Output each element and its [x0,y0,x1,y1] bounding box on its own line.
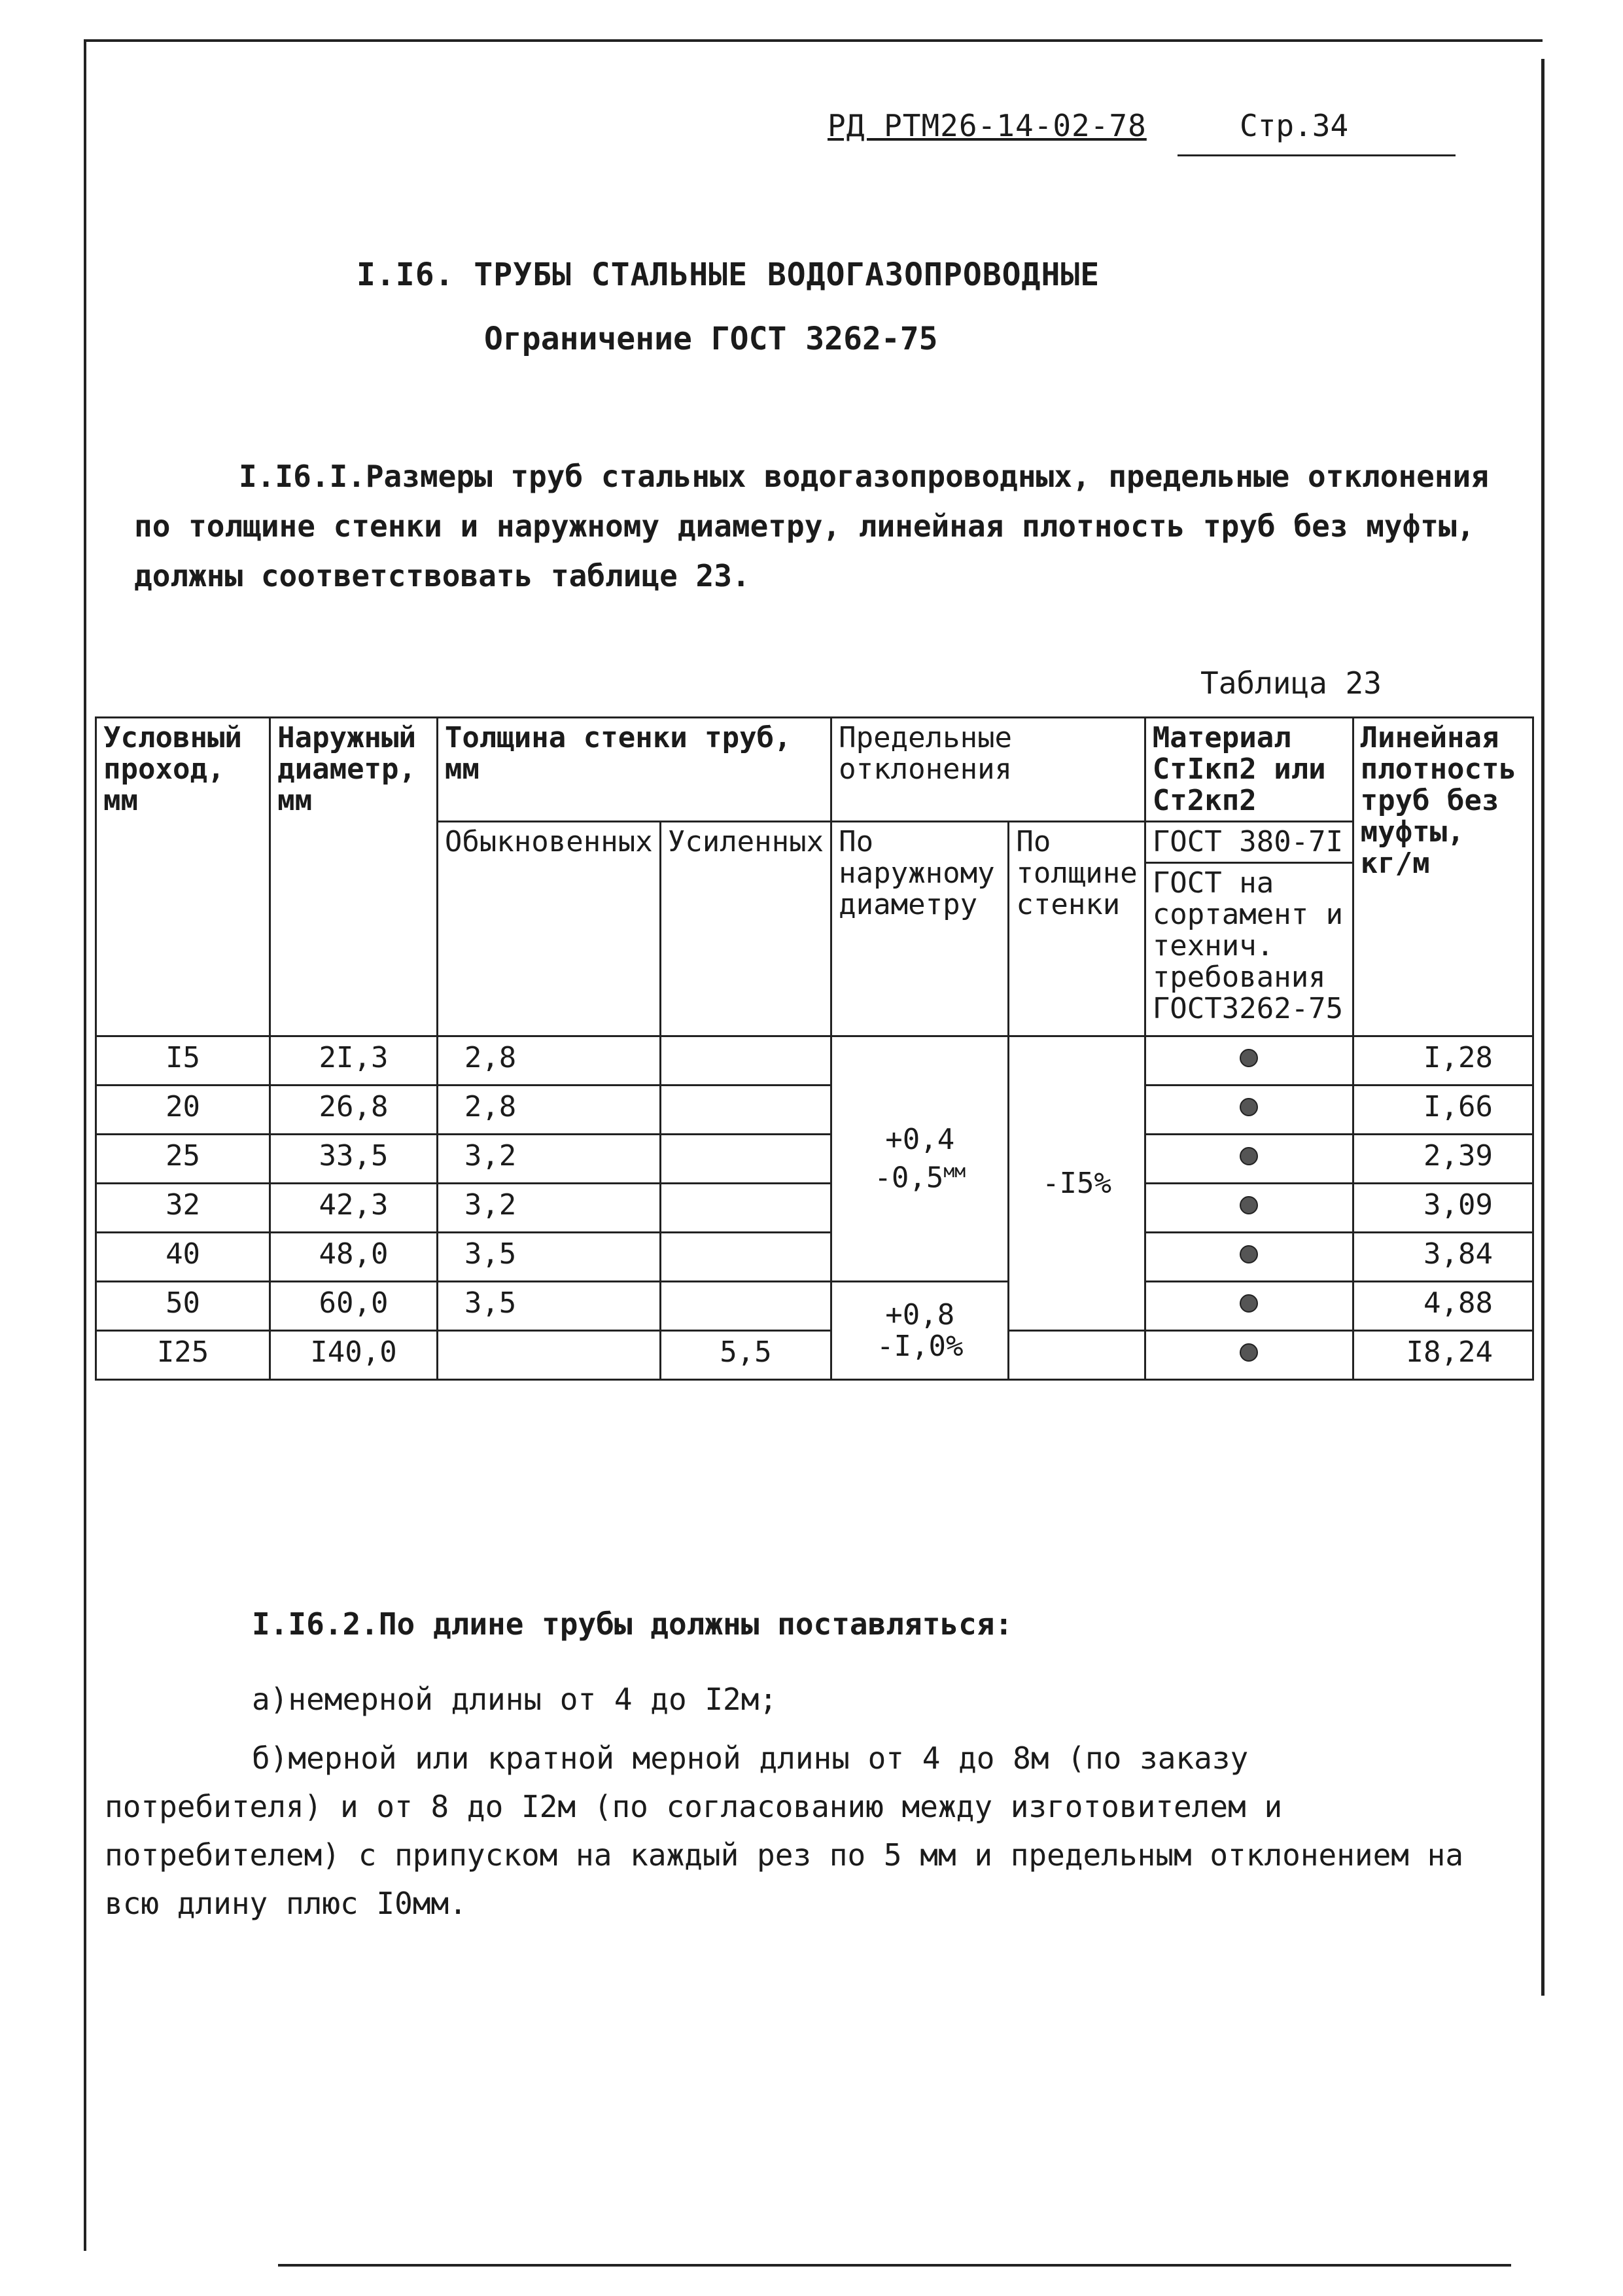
table-row [96,1184,1533,1233]
table-row [96,1282,1533,1331]
header-material: Материал СтIкп2 или Ст2кп2 [1145,718,1353,822]
tol-outer2-plus: +0,8 [885,1298,955,1332]
cell-outer: 48,0 [270,1233,438,1282]
header-nominal-bore: Условный проход, мм [96,718,270,1036]
cell-outer: 2I,3 [270,1036,438,1086]
table-caption: Таблица 23 [1200,665,1382,701]
cell-density: I,28 [1353,1036,1533,1086]
material-mark-dot [1240,1343,1258,1362]
cell-wall-reinforced [660,1086,831,1135]
cell-wall-normal: 2,8 [437,1086,660,1135]
cell-wall-reinforced [660,1233,831,1282]
frame-bottom-line [278,2264,1511,2267]
cell-nominal: 50 [96,1282,270,1331]
paragraph-1-text: I.I6.I.Размеры труб стальных водогазопроводных, предельные отклонения по толщине стенки и наружному диаметру, линейная плотность труб без муфты, должны соответствовать таблице 23. [134,459,1489,593]
cell-outer: 60,0 [270,1282,438,1331]
cell-material-mark [1145,1233,1353,1282]
cell-nominal: 20 [96,1086,270,1135]
tol-outer-plus: +0,4 [885,1122,955,1156]
cell-density: 3,09 [1353,1184,1533,1233]
cell-density: I,66 [1353,1086,1533,1135]
frame-left-line [84,39,86,2251]
cell-material-mark [1145,1135,1353,1184]
page-number: Стр.34 [1240,108,1349,143]
pipe-dimensions-table [95,716,1534,1381]
cell-density: 4,88 [1353,1282,1533,1331]
header-material-spec: ГОСТ на сортамент и технич. требования ГОСТ3262-75 [1145,863,1353,1036]
header-tol-wall: По толщине стенки [1009,822,1145,1036]
table-row [96,1086,1533,1135]
tol-outer-minus-wrap [839,1156,1001,1194]
document-code-text: РД РТМ26-14-02-78 [828,108,1147,143]
material-mark-dot [1240,1245,1258,1263]
material-mark-dot [1240,1196,1258,1214]
cell-wall-reinforced [660,1184,831,1233]
tol-outer-minus: -0,5 [874,1161,944,1195]
cell-tol-outer-group2 [831,1282,1009,1380]
paragraph-3: а)немерной длины от 4 до I2м; [252,1682,778,1717]
tol-outer2-minus: -I,0% [877,1329,964,1363]
material-mark-dot [1240,1098,1258,1116]
cell-wall-normal: 3,5 [437,1233,660,1282]
cell-wall-normal: 3,2 [437,1135,660,1184]
cell-outer: 26,8 [270,1086,438,1135]
header-tolerances: Предельные отклонения [831,718,1145,822]
cell-wall-reinforced [660,1036,831,1086]
header-wall-normal: Обыкновенных [437,822,660,1036]
cell-outer: 42,3 [270,1184,438,1233]
section-title: I.I6. ТРУБЫ СТАЛЬНЫЕ ВОДОГАЗОПРОВОДНЫЕ [357,256,1100,293]
header-material-gost: ГОСТ 380-7I [1145,822,1353,863]
cell-tol-wall-empty [1009,1331,1145,1380]
tol-outer-unit: мм [943,1159,966,1182]
cell-outer: 33,5 [270,1135,438,1184]
paragraph-2: I.I6.2.По длине трубы должны поставляться: [252,1606,1013,1642]
header-tol-outer: По наружному диаметру [831,822,1009,1036]
header-linear-density: Линейная плотность труб без муфты, кг/м [1353,718,1533,1036]
paragraph-1 [134,451,1495,601]
table-row [96,1331,1533,1380]
cell-nominal: I25 [96,1331,270,1380]
paragraph-4 [105,1734,1465,1928]
cell-material-mark [1145,1036,1353,1086]
cell-density: 3,84 [1353,1233,1533,1282]
cell-wall-normal: 3,2 [437,1184,660,1233]
material-mark-dot [1240,1049,1258,1067]
cell-material-mark [1145,1282,1353,1331]
cell-material-mark [1145,1331,1353,1380]
cell-nominal: 32 [96,1184,270,1233]
cell-wall-reinforced [660,1282,831,1331]
cell-tol-outer-group1 [831,1036,1009,1282]
cell-material-mark [1145,1184,1353,1233]
cell-tol-wall: -I5% [1009,1036,1145,1331]
cell-nominal: 40 [96,1233,270,1282]
cell-wall-normal [437,1331,660,1380]
cell-density: 2,39 [1353,1135,1533,1184]
cell-wall-reinforced [660,1135,831,1184]
material-mark-dot [1240,1294,1258,1313]
cell-wall-reinforced: 5,5 [660,1331,831,1380]
cell-nominal: I5 [96,1036,270,1086]
frame-right-line [1541,59,1544,1996]
table-row [96,1135,1533,1184]
section-subtitle: Ограничение ГОСТ 3262-75 [484,321,938,357]
paragraph-4-text: б)мерной или кратной мерной длины от 4 до 8м (по заказу потребителя) и от 8 до I2м (по согласованию между изготовителем и потребителем) с припуском на каждый рез по 5 мм и предельным отклонением на всю длину плюс I0мм. [105,1740,1464,1921]
header-underline [1178,154,1456,156]
header-outer-diameter: Наружный диаметр, мм [270,718,438,1036]
cell-nominal: 25 [96,1135,270,1184]
cell-outer: I40,0 [270,1331,438,1380]
document-code [828,108,1147,143]
table-row [96,1036,1533,1086]
cell-wall-normal: 3,5 [437,1282,660,1331]
header-wall-reinforced: Усиленных [660,822,831,1036]
header-wall-thickness: Толщина стенки труб, мм [437,718,831,822]
material-mark-dot [1240,1147,1258,1165]
cell-wall-normal: 2,8 [437,1036,660,1086]
table-row [96,1233,1533,1282]
cell-density: I8,24 [1353,1331,1533,1380]
frame-top-line [84,39,1543,42]
cell-material-mark [1145,1086,1353,1135]
